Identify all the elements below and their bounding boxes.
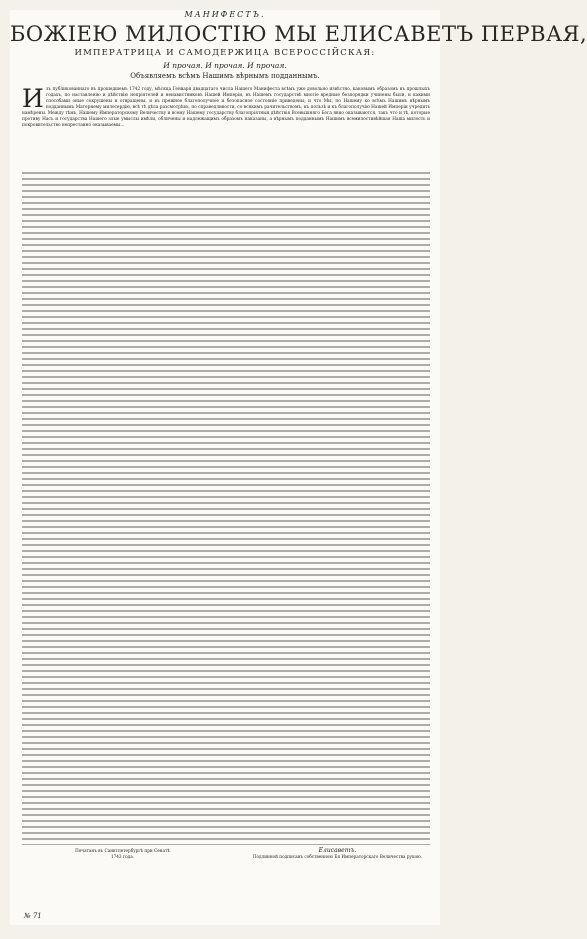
printing-year: 1743 года.: [110, 853, 135, 859]
signature-block: [245, 848, 430, 859]
document-subtitle: ИМПЕРАТРИЦА И САМОДЕРЖИЦА ВСЕРОССІЙСКАЯ:: [74, 48, 376, 58]
body-text: зъ публикованнаго въ прошедшемъ 1742 году, мѣсяца Генваря двадцатаго числа Нашего Манифеста всѣмъ уже довольно извѣстно, каковымъ образомъ въ прошлыхъ годахъ, по наставленію и дѣйствію непріятелей и ненавистниковъ Нашей Имперіи, въ Нашемъ государствѣ многіе вредные безпорядки учинены были, и какими способами оные сокрушены и отвращены, и въ прежнее благополучное и безопасное состояніе приведены; и что Мы, по Нашему ко всѣмъ Нашимъ вѣрнымъ подданнымъ Матернему милосердію, всѣ тѣ дѣла разсмотрѣвъ, по справедливости, со всякимъ рачительствомъ, къ пользѣ и къ благополучію Нашей Имперіи учредить намѣрены. Между тѣмъ, Нашему Императорскому Величеству и всему Нашему государству благопріятныя дѣйствія Всевышняго Бога явно оказываются, такъ что и тѣ, которые противу Насъ и государства Нашего злые умыслы имѣли, обличены и надлежащимъ образомъ наказаны, а вѣрнымъ подданнымъ Нашимъ всемилостивѣйшая Наша милость и покровительство непрестанно оказываемы...: [22, 87, 430, 128]
body-paragraph: [22, 84, 430, 129]
dense-text-block: [22, 170, 430, 845]
signature-note: Подлинной подписанъ собственною Ея Императорскаго Величества рукою.: [252, 853, 423, 859]
document-title: БОЖІЕЮ МИЛОСТІЮ МЫ ЕЛИСАВЕТЪ ПЕРВАЯ,: [10, 22, 587, 46]
printing-note-line: Печатанъ въ Санктпетербургѣ при Сенатѣ: [75, 848, 170, 853]
printing-note: [30, 848, 215, 859]
signature: Елисаветъ.: [318, 847, 357, 854]
declaration-line: Объявляемъ всѣмъ Нашимъ вѣрнымъ подданнымъ.: [130, 72, 320, 80]
et-cetera-line: И прочая. И прочая. И прочая.: [163, 61, 287, 70]
drop-cap: И: [22, 84, 44, 113]
document-page: [10, 10, 587, 925]
manifest-label: МАНИФЕСТЪ.: [184, 10, 266, 19]
page-number: № 71: [24, 912, 42, 920]
